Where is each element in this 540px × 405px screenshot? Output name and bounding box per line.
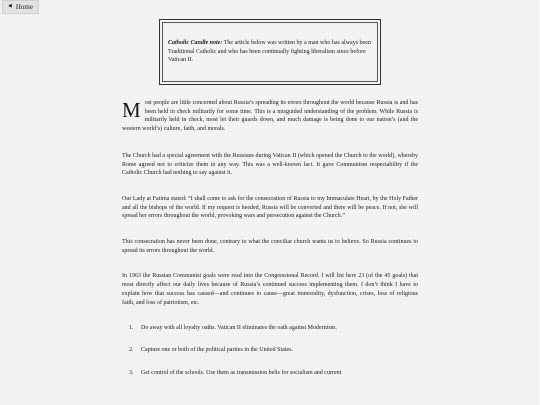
article-paragraph: In 1963 the Russian Communist goals were read into the Congressional Record. I will list here 23 (of the 45 goals) that most directly affect our daily lives because of Russia’s continued success implementing them. I don’t think I have to explain how that success has caused—and continues to cause—great immorality, dysfunction, crises, loss of religious faith, and loss of patriotism, etc. bbox=[122, 273, 418, 306]
list-item bbox=[122, 346, 418, 355]
home-label: Home bbox=[15, 3, 33, 11]
editor-note-inner bbox=[162, 22, 378, 82]
goals-list bbox=[122, 324, 418, 377]
article-paragraph: Our Lady at Fatima stated: “I shall come to ask for the consecration of Russia to my Immaculate Heart, by the Holy Father and all the bishops of the world. If my request is heeded, Russia will be converted and there will be peace. If not, she will spread her errors throughout the world, provoking wars and persecution against the Church.” bbox=[122, 195, 418, 220]
drop-cap: M bbox=[122, 98, 141, 122]
article-paragraph: This consecration has never been done, contrary to what the conciliar church wants us to believe. So Russia continues to spread its errors throughout the world. bbox=[122, 239, 418, 254]
home-button[interactable] bbox=[2, 0, 39, 14]
list-item-number: 1. bbox=[129, 325, 134, 332]
list-item-text: Capture one or both of the political parties in the United States. bbox=[141, 347, 293, 354]
list-item bbox=[122, 324, 418, 333]
list-item-text: Get control of the schools. Use them as transmission belts for socialism and current bbox=[141, 369, 342, 376]
paragraph-text: ost people are little concerned about Russia’s spreading its errors throughout the world because Russia is and has been held in check militarily for some time. This is a misguided understanding of the problem. While Russia is militarily held in check, most let their guards down, and much damage is being done to our nation’s (and the western world’s) culture, faith, and morals. bbox=[122, 100, 418, 133]
list-item-number: 3. bbox=[129, 369, 134, 376]
left-arrow-icon: ◀ bbox=[8, 4, 12, 9]
editor-note-box bbox=[159, 19, 381, 85]
article-paragraph bbox=[122, 99, 418, 134]
editor-note-text: The article below was written by a man who has always been Traditional Catholic and who has been continually fighting liberalism since before Vatican II. bbox=[168, 40, 371, 63]
article-body bbox=[122, 99, 418, 391]
article-paragraph: The Church had a special agreement with the Russians during Vatican II (which opened the Church to the world), whereby Rome agreed not to criticize them in any way. This was a well-known fact. It gave Communism respectability if the Catholic Church had nothing to say against it. bbox=[122, 152, 418, 177]
list-item-number: 2. bbox=[129, 347, 134, 354]
list-item-text: Do away with all loyalty oaths. Vatican II eliminates the oath against Modernism. bbox=[141, 325, 337, 332]
editor-note-label: Catholic Candle note: bbox=[168, 40, 223, 46]
list-item bbox=[122, 369, 418, 378]
